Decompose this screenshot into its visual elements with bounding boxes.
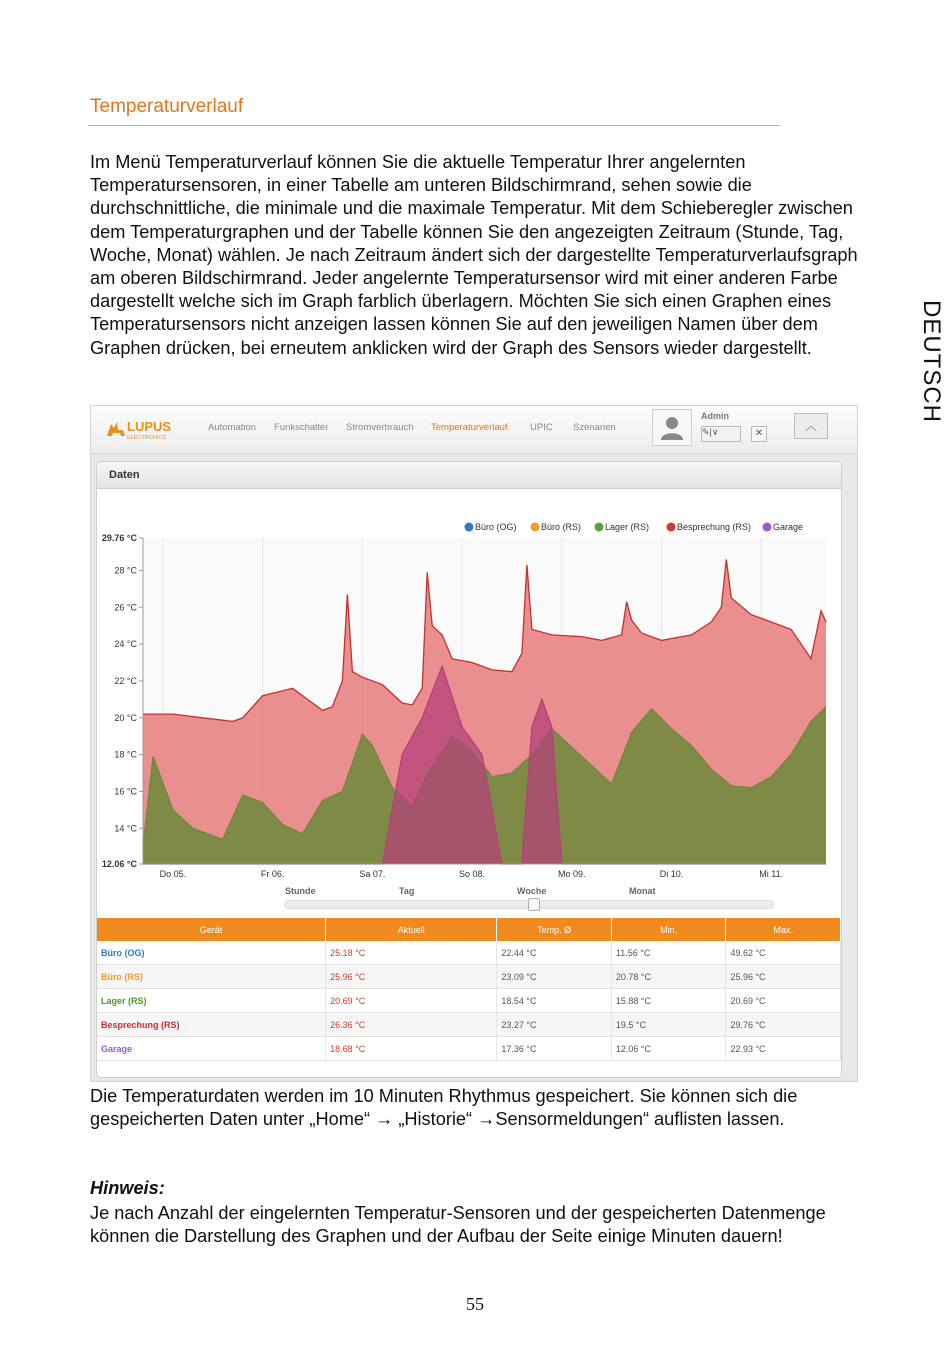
column-header: Gerät <box>97 918 326 941</box>
app-screenshot <box>90 405 858 1082</box>
avg-temp: 23.27 °C <box>497 1013 612 1037</box>
hint-title: Hinweis: <box>90 1178 165 1198</box>
min-temp: 20.78 °C <box>611 965 726 989</box>
slider-handle[interactable] <box>528 898 540 911</box>
max-temp: 29.76 °C <box>726 1013 841 1037</box>
page-number: 55 <box>466 1294 484 1314</box>
nav-upic[interactable]: UPIC <box>530 422 553 433</box>
y-tick-label: 26 °C <box>114 602 137 613</box>
x-tick-label: So 08. <box>459 869 486 879</box>
avg-temp: 23.09 °C <box>497 965 612 989</box>
intro-paragraph: Im Menü Temperaturverlauf können Sie die aktuelle Temperatur Ihrer angelernten Temperatursensoren, in einer Tabelle am unteren Bildschirmrand, sehen sowie die durchschnittliche, die minimale und die maximale Temperatur. Mit dem Schieberegler zwischen dem Temperaturgraphen und der Tabelle können Sie den angezeigten Zeitraum (Stunde, Tag, Woche, Monat) wählen. Je nach Zeitraum ändert sich der dargestellte Temperaturverlaufsgraph am oberen Bildschirmrand. Jeder angelernte Temperatursensor wird mit einer anderen Farbe dargestellt welche sich im Graph farblich überlagern. Möchten Sie sich einen Graphen eines Temperatursensors nicht anzeigen lassen können Sie auf den jeweiligen Namen über dem Graphen drücken, bei erneutem anklicken wird der Graph des Sensors wieder dargestellt. <box>90 152 858 358</box>
legend-marker <box>763 523 772 532</box>
min-temp: 11.56 °C <box>611 941 726 965</box>
avg-temp: 18.54 °C <box>497 989 612 1013</box>
table-header-row <box>97 918 841 941</box>
slider-label-monat[interactable]: Monat <box>629 886 656 896</box>
y-tick-label: 24 °C <box>114 639 137 650</box>
device-name[interactable]: Büro (OG) <box>97 941 326 965</box>
slider-label-woche[interactable]: Woche <box>517 886 547 896</box>
legend-marker <box>465 523 474 532</box>
legend-item[interactable]: Besprechung (RS) <box>677 522 752 532</box>
panel-title: Daten <box>109 469 140 481</box>
table-row <box>97 941 841 965</box>
temperature-chart <box>97 489 841 879</box>
nav-automation[interactable]: Automation <box>208 422 257 433</box>
current-temp: 26.36 °C <box>326 1013 497 1037</box>
nav-szenarien[interactable]: Szenarien <box>573 422 616 433</box>
legend-item[interactable]: Büro (RS) <box>541 522 582 532</box>
section-title: Temperaturverlauf <box>90 96 244 117</box>
user-name: Admin <box>701 411 729 421</box>
legend-item[interactable]: Lager (RS) <box>605 522 650 532</box>
min-temp: 12.06 °C <box>611 1037 726 1061</box>
hint-paragraph: Je nach Anzahl der eingelernten Temperatur-Sensoren und der gespeicherten Datenmenge können die Darstellung des Graphen und der Aufbau der Seite einige Minuten dauern! <box>90 1203 826 1247</box>
device-name[interactable]: Büro (RS) <box>97 965 326 989</box>
column-header: Temp. Ø <box>497 918 612 941</box>
storage-paragraph: Die Temperaturdaten werden im 10 Minuten Rhythmus gespeichert. Sie können sich die gespeicherten Daten unter „Home“ → „Historie“ →Sensormeldungen“ auflisten lassen. <box>90 1086 798 1130</box>
legend-marker <box>667 523 676 532</box>
max-temp: 49.62 °C <box>726 941 841 965</box>
collapse-button[interactable]: ︿ <box>794 413 828 439</box>
avg-temp: 22.44 °C <box>497 941 612 965</box>
device-name[interactable]: Lager (RS) <box>97 989 326 1013</box>
x-tick-label: Do 05. <box>159 869 187 879</box>
max-temp: 20.69 °C <box>726 989 841 1013</box>
x-tick-label: Mo 09. <box>558 869 586 879</box>
panel-header <box>97 462 841 489</box>
x-tick-label: Sa 07. <box>359 869 386 879</box>
max-temp: 25.96 °C <box>726 965 841 989</box>
current-temp: 25.18 °C <box>326 941 497 965</box>
legend-marker <box>531 523 540 532</box>
language-side-tab: DEUTSCH <box>918 300 945 424</box>
logo-text: LUPUS <box>127 419 172 434</box>
app-topbar <box>91 406 857 454</box>
x-tick-label: Fr 06. <box>260 869 285 879</box>
sensor-table <box>97 918 841 1061</box>
y-tick-label: 20 °C <box>114 712 137 723</box>
avg-temp: 17.36 °C <box>497 1037 612 1061</box>
x-tick-label: Mi 11. <box>759 869 784 879</box>
legend-marker <box>595 523 604 532</box>
nav-funkschalter[interactable]: Funkschalter <box>274 422 329 433</box>
slider-label-tag[interactable]: Tag <box>399 886 415 896</box>
logo-subtext: ELECTRONICS <box>127 435 167 441</box>
edit-profile-button[interactable]: ✎|∨ <box>701 426 741 442</box>
legend-item[interactable]: Büro (OG) <box>475 522 517 532</box>
nav-temperaturverlauf[interactable]: Temperaturverlauf <box>431 422 508 433</box>
nav-stromverbrauch[interactable]: Stromverbrauch <box>346 422 414 433</box>
title-rule <box>88 125 780 126</box>
y-tick-label: 14 °C <box>114 823 137 834</box>
column-header: Min. <box>611 918 726 941</box>
device-name[interactable]: Garage <box>97 1037 326 1061</box>
table-row <box>97 1013 841 1037</box>
lupus-logo <box>105 418 195 442</box>
y-tick-label: 29.76 °C <box>101 533 137 543</box>
data-panel <box>96 461 842 1078</box>
table-row <box>97 1037 841 1061</box>
current-temp: 25.96 °C <box>326 965 497 989</box>
y-tick-label: 12.06 °C <box>101 859 137 869</box>
min-temp: 19.5 °C <box>611 1013 726 1037</box>
current-temp: 18.68 °C <box>326 1037 497 1061</box>
legend-item[interactable]: Garage <box>773 522 804 532</box>
current-temp: 20.69 °C <box>326 989 497 1013</box>
y-tick-label: 16 °C <box>114 786 137 797</box>
y-tick-label: 22 °C <box>114 675 137 686</box>
max-temp: 22.93 °C <box>726 1037 841 1061</box>
slider-label-stunde[interactable]: Stunde <box>285 886 316 896</box>
column-header: Aktuell <box>326 918 497 941</box>
x-tick-label: Di 10. <box>659 869 684 879</box>
table-row <box>97 965 841 989</box>
table-row <box>97 989 841 1013</box>
logout-icon[interactable]: ✕ <box>751 426 767 442</box>
min-temp: 15.88 °C <box>611 989 726 1013</box>
y-tick-label: 28 °C <box>114 565 137 576</box>
y-tick-label: 18 °C <box>114 749 137 760</box>
avatar[interactable] <box>652 409 692 446</box>
device-name[interactable]: Besprechung (RS) <box>97 1013 326 1037</box>
column-header: Max. <box>726 918 841 941</box>
